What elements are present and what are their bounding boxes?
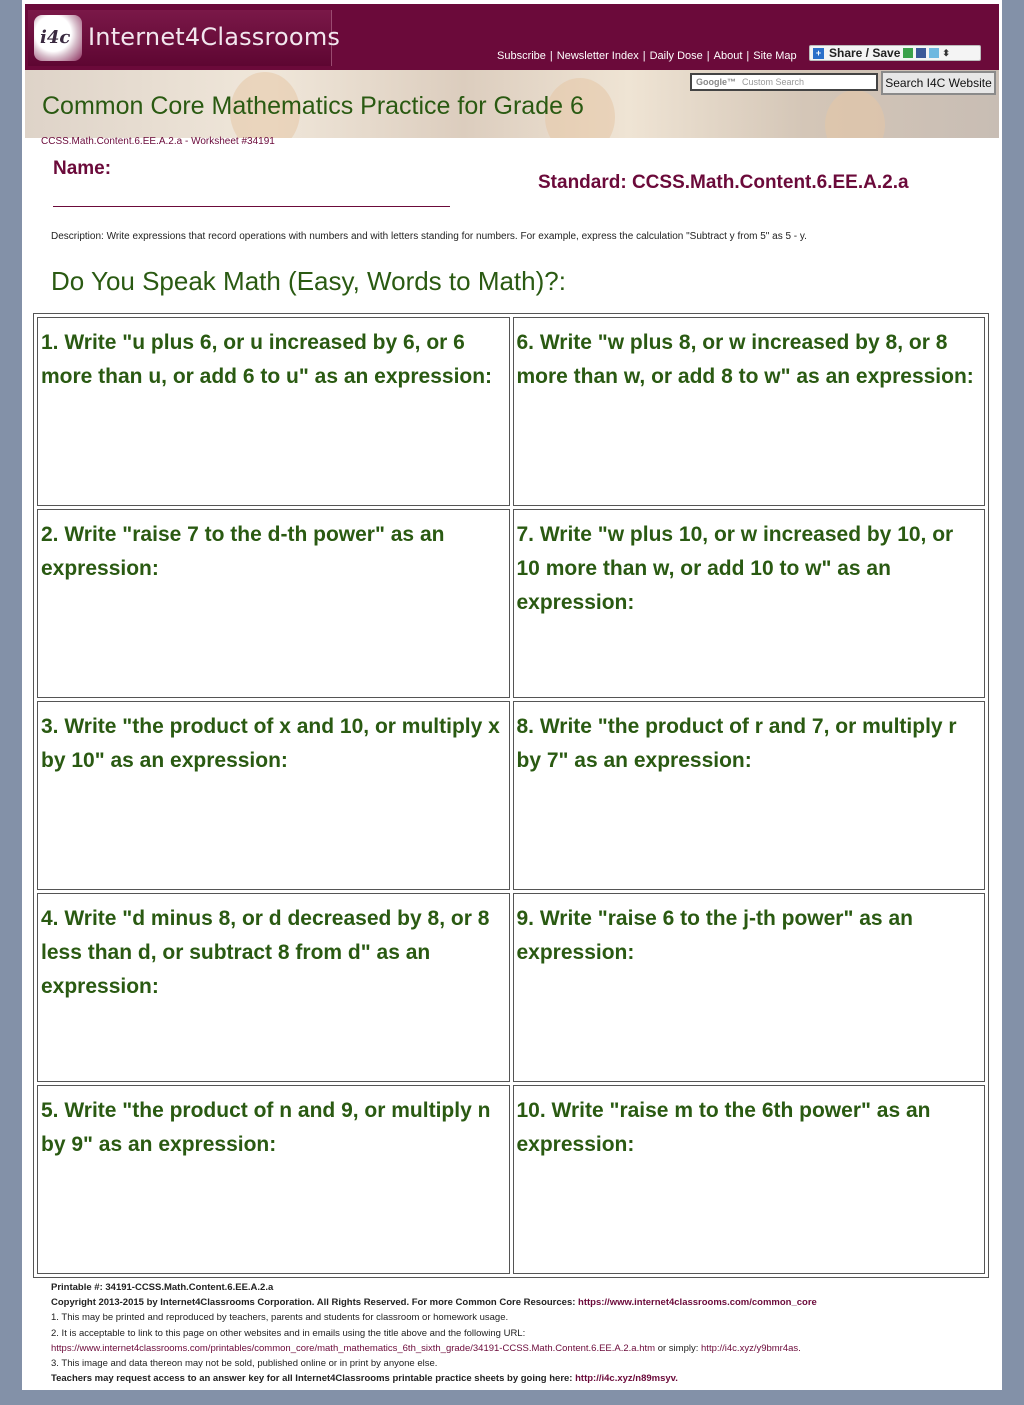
worksheet-url-link[interactable]: https://www.internet4classrooms.com/printables/common_core/math_mathematics_6th_sixth_grade/34191-CCSS.Math.Content.6.EE.A.2.a.htm bbox=[51, 1342, 656, 1354]
nav-daily-dose[interactable]: Daily Dose bbox=[649, 50, 703, 62]
answer-key-note: Teachers may request access to an answer key for all Internet4Classrooms printable practice sheets by going here: http://i4c.xyz/n89msyv. bbox=[51, 1373, 678, 1385]
question-cell: 9. Write "raise 6 to the j-th power" as an expression: bbox=[513, 893, 986, 1082]
search-button[interactable]: Search I4C Website bbox=[881, 71, 996, 95]
search-input[interactable] bbox=[690, 73, 878, 91]
question-cell: 6. Write "w plus 8, or w increased by 8, or 8 more than w, or add 8 to w" as an expression: bbox=[513, 317, 986, 506]
site-header bbox=[25, 4, 999, 70]
share-label: Share / Save bbox=[829, 46, 901, 60]
url-line: https://www.internet4classrooms.com/printables/common_core/math_mathematics_6th_sixth_grade/34191-CCSS.Math.Content.6.EE.A.2.a.htm or simply: http://i4c.xyz/y9bmr4as. bbox=[51, 1342, 801, 1354]
short-url-link[interactable]: http://i4c.xyz/y9bmr4as. bbox=[701, 1342, 801, 1354]
search-placeholder: Custom Search bbox=[742, 77, 805, 87]
question-cell: 3. Write "the product of x and 10, or multiply x by 10" as an expression: bbox=[37, 701, 510, 890]
nav-newsletter-index[interactable]: Newsletter Index bbox=[556, 50, 639, 62]
banner-photo bbox=[825, 90, 885, 138]
google-label: Google™ bbox=[696, 77, 736, 87]
question-cell: 8. Write "the product of r and 7, or multiply r by 7" as an expression: bbox=[513, 701, 986, 890]
question-grid bbox=[33, 313, 989, 1278]
printable-number: Printable #: 34191-CCSS.Math.Content.6.EE.A.2.a bbox=[51, 1282, 274, 1293]
facebook-icon[interactable] bbox=[916, 48, 926, 58]
email-share-icon[interactable] bbox=[903, 48, 913, 58]
question-cell: 1. Write "u plus 6, or u increased by 6, or 6 more than u, or add 6 to u" as an expression: bbox=[37, 317, 510, 506]
footer bbox=[51, 1280, 991, 1386]
share-plus-icon: + bbox=[813, 48, 824, 59]
share-save-button[interactable] bbox=[809, 45, 981, 61]
nav-site-map[interactable]: Site Map bbox=[753, 50, 797, 62]
standard-label: Standard: CCSS.Math.Content.6.EE.A.2.a bbox=[538, 172, 909, 193]
page-title: Common Core Mathematics Practice for Grade 6 bbox=[42, 92, 584, 120]
logo-text: Internet4Classrooms bbox=[88, 23, 341, 51]
description: Description: Write expressions that record operations with numbers and with letters standing for numbers. For example, express the calculation "Subtract y from 5" as 5 - y. bbox=[51, 231, 807, 242]
nav-about[interactable]: About bbox=[713, 50, 743, 62]
banner bbox=[25, 70, 999, 138]
note-1: 1. This may be printed and reproduced by teachers, parents and students for classroom or homework usage. bbox=[51, 1312, 509, 1324]
question-cell: 2. Write "raise 7 to the d-th power" as an expression: bbox=[37, 509, 510, 698]
note-3: 3. This image and data thereon may not be sold, published online or in print by anyone else. bbox=[51, 1358, 438, 1370]
twitter-icon[interactable] bbox=[929, 48, 939, 58]
site-logo[interactable] bbox=[28, 10, 341, 66]
answer-key-link[interactable]: http://i4c.xyz/n89msyv. bbox=[575, 1373, 678, 1385]
common-core-link[interactable]: https://www.internet4classrooms.com/common_core bbox=[578, 1297, 817, 1309]
note-2: 2. It is acceptable to link to this page on other websites and in emails using the title above and the following URL: bbox=[51, 1327, 526, 1339]
worksheet-page bbox=[22, 0, 1002, 1390]
breadcrumb[interactable]: CCSS.Math.Content.6.EE.A.2.a - Worksheet #34191 bbox=[41, 136, 275, 147]
question-cell: 10. Write "raise m to the 6th power" as an expression: bbox=[513, 1085, 986, 1274]
copyright: Copyright 2013-2015 by Internet4Classrooms Corporation. All Rights Reserved. For more Common Core Resources: https://www.internet4classrooms.com/common_core bbox=[51, 1297, 817, 1309]
name-label: Name: bbox=[53, 158, 112, 179]
name-line bbox=[53, 206, 450, 207]
question-cell: 7. Write "w plus 10, or w increased by 10, or 10 more than w, or add 10 to w" as an expression: bbox=[513, 509, 986, 698]
top-nav: Subscribe | Newsletter Index | Daily Dose | About | Site Map bbox=[493, 50, 801, 62]
dropdown-arrow-icon[interactable]: ⬍ bbox=[942, 48, 950, 58]
nav-subscribe[interactable]: Subscribe bbox=[497, 50, 546, 62]
section-title: Do You Speak Math (Easy, Words to Math)?: bbox=[51, 266, 566, 296]
question-cell: 5. Write "the product of n and 9, or multiply n by 9" as an expression: bbox=[37, 1085, 510, 1274]
question-cell: 4. Write "d minus 8, or d decreased by 8, or 8 less than d, or subtract 8 from d" as an expression: bbox=[37, 893, 510, 1082]
i4c-logo-icon: i4c bbox=[34, 15, 82, 61]
